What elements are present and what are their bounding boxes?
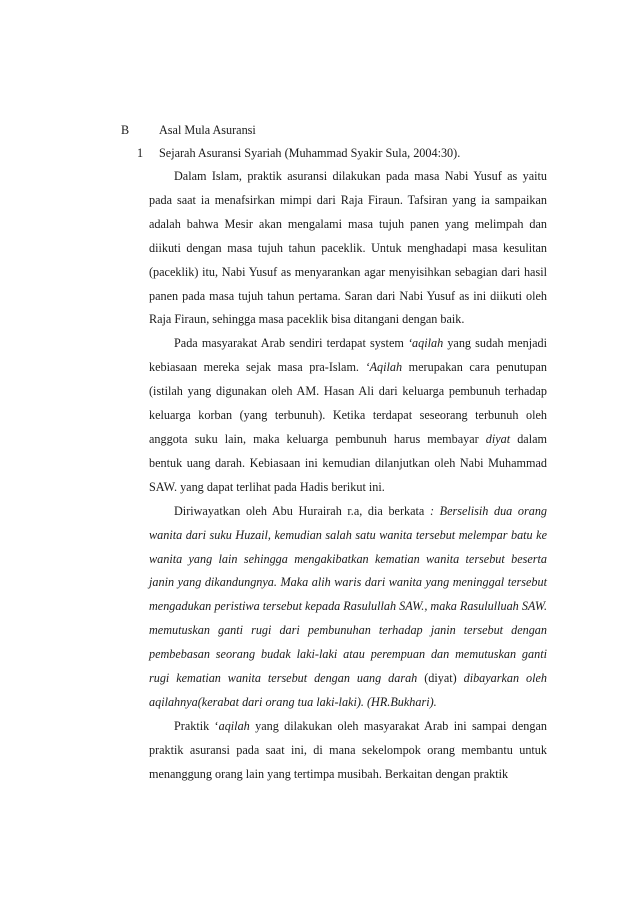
italic-text-run: aqilah <box>218 718 250 733</box>
text-run: Pada masyarakat Arab sendiri terdapat system <box>174 336 408 351</box>
paragraph <box>149 332 547 499</box>
paragraph <box>149 500 547 715</box>
body-text <box>149 165 547 787</box>
text-run: merupakan cara penutupan (istilah yang digunakan oleh AM. Hasan Ali dari keluarga pembunuh terhadap keluarga korban (yang terbunuh). Ketika terdapat seseorang terbunuh oleh anggota suku lain, maka keluarga pembunuh harus membayar <box>149 360 547 446</box>
text-run: dalam bentuk uang darah. Kebiasaan ini kemudian dilanjutkan oleh Nabi Muhammad SAW. yang dapat terlihat pada Hadis berikut ini. <box>149 431 547 494</box>
subsection-heading <box>137 144 460 162</box>
italic-text-run: diyat <box>485 431 511 446</box>
italic-text-run: : Berselisih dua orang wanita dari suku Huzail, kemudian salah satu wanita tersebut melempar batu ke wanita yang lain sehingga mengakibatkan kematian wanita tersebut beserta janin yang dikandungnya. Maka alih waris dari wanita yang meninggal tersebut mengadukan peristiwa tersebut kepada Rasulullah SAW., maka Rasululluah SAW. memutuskan ganti rugi dari pembunuhan terhadap janin tersebut dengan pembebasan seorang budak laki-laki atau perempuan dan memutuskan ganti rugi kematian wanita tersebut dengan uang darah <box>149 503 548 686</box>
italic-text-run: ‘Aqilah <box>365 360 403 375</box>
section-heading <box>121 121 256 139</box>
text-run: yang sudah menjadi kebiasaan mereka sejak masa pra-Islam. <box>149 336 547 375</box>
italic-text-run: ‘aqilah <box>407 336 444 351</box>
subsection-title: Sejarah Asuransi Syariah (Muhammad Syakir Sula, 2004:30). <box>159 146 461 160</box>
text-run: Dalam Islam, praktik asuransi dilakukan pada masa Nabi Yusuf as yaitu pada saat ia menafsirkan mimpi dari Raja Firaun. Tafsiran yang ia sampaikan adalah bahwa Mesir akan mengalami masa tujuh panen yang melimpah dan diikuti dengan masa tujuh tahun paceklik. Untuk menghadapi masa kesulitan (paceklik) itu, Nabi Yusuf as menyarankan agar menyisihkan sebagian dari hasil panen pada masa tujuh tahun pertama. Saran dari Nabi Yusuf as ini diikuti oleh Raja Firaun, sehingga masa paceklik bisa ditangani dengan baik. <box>149 169 547 327</box>
text-run: Diriwayatkan oleh Abu Hurairah r.a, dia berkata <box>174 503 430 518</box>
section-marker: B <box>121 123 130 137</box>
text-run: Praktik ‘ <box>174 718 219 733</box>
paragraph <box>149 165 547 332</box>
text-run: (diyat) <box>417 671 464 686</box>
subsection-marker: 1 <box>137 146 144 160</box>
text-run: yang dilakukan oleh masyarakat Arab ini sampai dengan praktik asuransi pada saat ini, di mana sekelompok orang membantu untuk menanggung orang lain yang tertimpa musibah. Berkaitan dengan praktik <box>149 718 547 781</box>
italic-text-run: dibayarkan oleh aqilahnya(kerabat dari orang tua laki-laki). (HR.Bukhari). <box>149 671 547 709</box>
section-title: Asal Mula Asuransi <box>159 123 256 137</box>
paragraph <box>149 715 547 787</box>
